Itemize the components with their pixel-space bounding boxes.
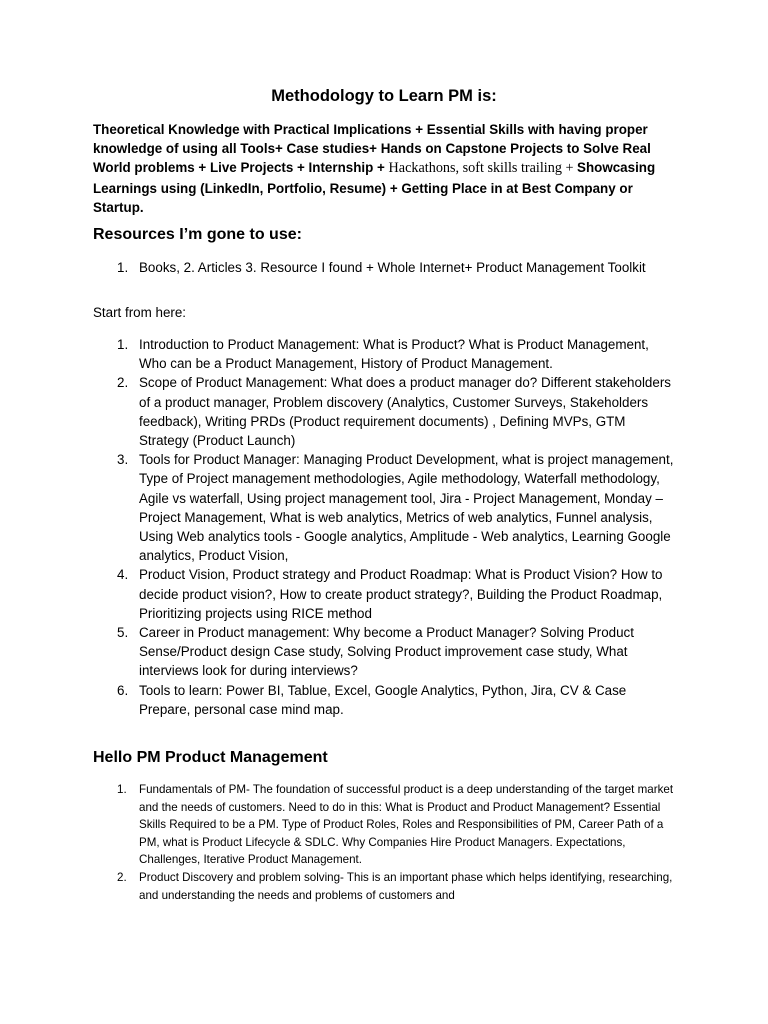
intro-paragraph [93, 120, 683, 217]
hello-heading: Hello PM Product Management [93, 749, 328, 766]
resources-list [93, 258, 678, 277]
list-item [93, 623, 678, 681]
list-item [93, 373, 678, 450]
list-text: Tools to learn: Power BI, Tablue, Excel, Google Analytics, Python, Jira, CV & Case Prepare, personal case mind map. [139, 682, 627, 717]
list-text: Fundamentals of PM- The foundation of successful product is a deep understanding of the target market and the needs of customers. Need to do in this: What is Product and Product Management? Essential Skills Required to be a PM. Type of Product Roles, Roles and Responsibilities of PM, Career Path of a PM, what is Product Lifecycle & SDLC. Why Companies Hire Product Managers. Expectations, Challenges, Iterative Product Management. [139, 783, 674, 867]
list-item [93, 450, 678, 565]
list-number: 1. [117, 337, 129, 352]
intro-text-part1: Theoretical Knowledge with Practical Implications + Essential Skills with having proper knowledge of using all Tools+ Case studies+ Hands on Capstone Projects to Solve Real World problems + Live Projects + Internship + [93, 122, 651, 176]
list-number: 1. [117, 260, 129, 275]
intro-text-part2: Hackathons, soft skills trailing + [388, 160, 578, 177]
list-text: Books, 2. Articles 3. Resource I found + Whole Internet+ Product Management Toolkit [139, 260, 646, 275]
hello-list [93, 781, 678, 904]
list-text: Introduction to Product Management: What is Product? What is Product Management, Who can be a Product Management, History of Product Management. [139, 337, 649, 372]
resources-heading: Resources I’m gone to use: [93, 226, 302, 243]
list-item [93, 681, 678, 719]
list-text: Scope of Product Management: What does a product manager do? Different stakeholders of a product manager, Problem discovery (Analytics, Customer Surveys, Stakeholders feedback), Writing PRDs (Product requirement documents) , Defining MVPs, GTM Strategy (Product Launch) [139, 375, 671, 449]
list-item [93, 258, 678, 277]
list-item [93, 565, 678, 623]
list-number: 6. [117, 682, 129, 698]
list-number: 3. [117, 452, 129, 468]
start-text: Start from here: [93, 305, 187, 320]
list-item [93, 781, 678, 869]
list-item [93, 335, 678, 373]
list-item [93, 869, 678, 904]
list-number: 2. [117, 870, 127, 884]
list-text: Product Vision, Product strategy and Product Roadmap: What is Product Vision? How to decide product vision?, How to create product strategy?, Building the Product Roadmap, Prioritizing projects using RICE method [139, 567, 663, 621]
list-number: 5. [117, 625, 129, 641]
list-number: 4. [117, 567, 129, 583]
list-text: Product Discovery and problem solving- This is an important phase which helps identifying, researching, and understanding the needs and problems of customers and [139, 870, 673, 902]
list-number: 2. [117, 375, 129, 391]
list-text: Tools for Product Manager: Managing Product Development, what is project management, Type of Project management methodologies, Agile methodology, Waterfall methodology, Agile vs waterfall, Using project management tool, Jira - Project Management, Monday – Project Management, What is web analytics, Metrics of web analytics, Funnel analysis, Using Web analytics tools - Google analytics, Amplitude - Web analytics, Learning Google analytics, Product Vision, [139, 452, 674, 564]
start-list [93, 335, 678, 719]
list-number: 1. [117, 783, 127, 796]
page-title: Methodology to Learn PM is: [271, 87, 497, 105]
intro-text-part3: Showcasing Learnings using (LinkedIn, Portfolio, Resume) + Getting Place in at Best Company or Startup. [93, 160, 656, 215]
list-text: Career in Product management: Why become a Product Manager? Solving Product Sense/Product design Case study, Solving Product improvement case study, What interviews look for during interviews? [139, 625, 634, 679]
